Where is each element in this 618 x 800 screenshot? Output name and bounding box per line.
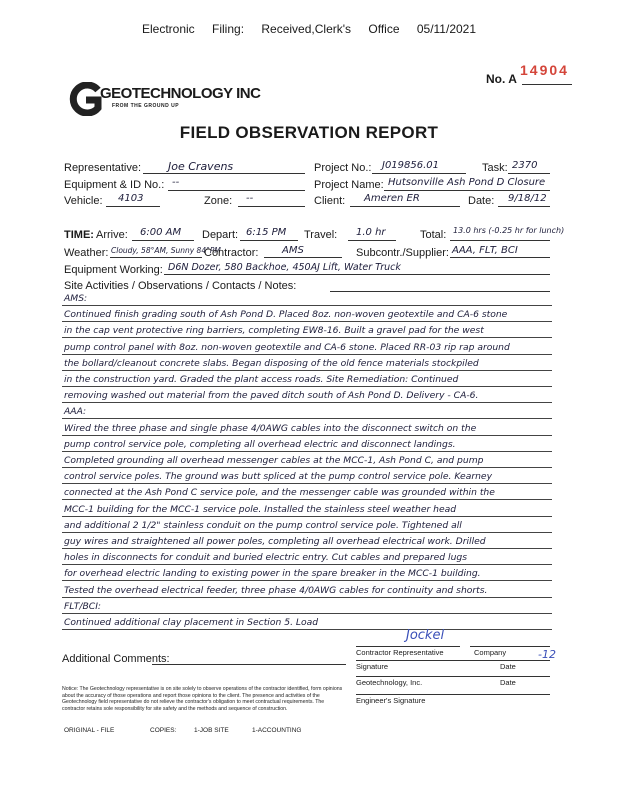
notes-rule: [62, 580, 552, 581]
notes-line-text: MCC-1 building for the MCC-1 service pole. Installed the stainless steel weather head: [64, 503, 457, 515]
stamp-word: 05/11/2021: [416, 22, 477, 36]
signature-date-label: Date: [500, 662, 516, 671]
logo-tagline: FROM THE GROUND UP: [112, 103, 180, 109]
distribution-accounting: 1-ACCOUNTING: [252, 727, 302, 734]
notes-line-text: Tested the overhead electrical feeder, three phase 4/0AWG cables for continuity and shorts.: [64, 584, 488, 596]
notes-rule: [62, 402, 552, 403]
vehicle-value: 4103: [118, 193, 144, 204]
notes-line-text: in the construction yard. Graded the plant access roads. Site Remediation: Continued: [64, 374, 459, 385]
geotech-label: Geotechnology, Inc.: [356, 678, 423, 687]
subcontr-value: AAA, FLT, BCI: [452, 245, 518, 256]
geotech-date-label: Date: [500, 678, 516, 687]
notes-line-text: control service poles. The ground was butt spliced at the pump control service pole. Kearney: [64, 471, 493, 483]
notes-line-text: guy wires and straightened all power poles, completing all overhead electrical work. Drilled: [64, 536, 486, 547]
notice-text: Notice: The Geotechnology representative is on site solely to observe operations of the contractor identified, form opinions about the accuracy of those operations and report those opinions to the client. The presence and activities of the Geotechnology field representative do not relieve the contractor's obligation to meet contractual requirements. The contractor retains sole responsibility for site safety and the methods and sequence of construction.: [62, 686, 343, 712]
notes-rule: [62, 597, 552, 598]
arrive-value: 6:00 AM: [140, 227, 182, 238]
equipment-label: Equipment & ID No.:: [64, 179, 165, 191]
representative-value: Joe Cravens: [168, 160, 234, 173]
notes-rule: [62, 499, 552, 500]
notes-line-text: holes in disconnects for conduit and buried electric entry. Cut cables and prepared lugs: [64, 552, 468, 564]
distribution-copies: COPIES:: [150, 727, 177, 734]
depart-value: 6:15 PM: [246, 227, 287, 238]
notes-line-text: and additional 2 1/2" stainless conduit on the pump control service pole. Tightened all: [64, 519, 462, 531]
notes-line-text: Continued finish grading south of Ash Pond D. Placed 8oz. non-woven geotextile and CA-6 stone: [64, 309, 508, 321]
travel-label: Travel:: [304, 229, 338, 241]
notes-line-text: AAA:: [64, 406, 87, 418]
distribution-original: ORIGINAL - FILE: [64, 727, 115, 734]
project-no-value: J019856.01: [382, 160, 440, 171]
notes-line-text: connected at the Ash Pond C service pole, and the messenger cable was grounded within the: [64, 487, 495, 499]
notes-rule: [62, 613, 552, 614]
notes-rule: [62, 418, 552, 419]
project-no-label: Project No.:: [314, 162, 372, 174]
task-value: 2370: [512, 160, 538, 171]
logo-g-icon: [64, 82, 104, 116]
zone-label: Zone:: [204, 195, 233, 207]
notes-rule: [62, 451, 552, 452]
distribution-job-site: 1-JOB SITE: [194, 727, 229, 734]
notes-rule: [62, 337, 552, 338]
notes-rule: [62, 370, 552, 371]
subcontr-label: Subcontr./Supplier:: [356, 247, 449, 259]
notes-rule: [62, 354, 552, 355]
notes-line-text: the bollard/cleanout concrete slabs. Began disposing of the old fence materials stockpiled: [64, 357, 479, 369]
notes-line-text: in the cap vent protective ring barriers, completing EW8-16. Built a gravel pad for the west: [64, 325, 484, 337]
client-value: Ameren ER: [364, 193, 420, 204]
equipment-working-value: D6N Dozer, 580 Backhoe, 450AJ Lift, Water Truck: [168, 262, 401, 273]
notes-line-text: Completed grounding all overhead messenger cables at the MCC-1, Ash Pond C, and pump: [64, 455, 484, 466]
zone-value: --: [246, 193, 254, 204]
notes-line-text: AMS:: [64, 293, 88, 304]
notes-label: Site Activities / Observations / Contacts / Notes:: [64, 280, 297, 292]
logo-name: GEOTECHNOLOGY INC: [100, 85, 261, 102]
vehicle-label: Vehicle:: [64, 195, 103, 207]
notes-line-text: pump control panel with 8oz. non-woven geotextile and CA-6 stone. Placed RR-03 rip rap around: [64, 341, 510, 353]
notes-rule: [62, 532, 552, 533]
project-name-label: Project Name:: [314, 179, 384, 191]
signature-date-value: -12: [538, 648, 556, 661]
notes-rule: [62, 321, 552, 322]
notes-rule: [62, 435, 552, 436]
date-value: 9/18/12: [508, 193, 547, 204]
contractor-value: AMS: [282, 245, 304, 256]
notes-line-text: pump control service pole, completing all overhead electric and disconnect landings.: [64, 438, 456, 450]
report-number-value: 14904: [520, 62, 569, 78]
notes-rule: [62, 548, 552, 549]
stamp-word: Electronic: [141, 22, 195, 36]
stamp-word: Office: [368, 22, 400, 36]
task-label: Task:: [482, 162, 508, 174]
additional-comments-label: Additional Comments:: [62, 653, 170, 665]
notes-line-text: removing washed out material from the paved ditch south of Ash Pond D. Delivery - CA-6.: [64, 390, 479, 402]
notes-rule: [62, 386, 552, 387]
date-label: Date:: [468, 195, 495, 207]
notes-rule: [62, 305, 552, 306]
stamp-word: Received,Clerk's: [261, 22, 352, 36]
representative-label: Representative:: [64, 162, 142, 174]
notes-line-text: FLT/BCI:: [64, 600, 102, 612]
notes-rule: [62, 516, 552, 517]
total-label: Total:: [420, 229, 447, 241]
equipment-working-label: Equipment Working:: [64, 264, 163, 276]
notes-rule: [62, 629, 552, 630]
signature-label: Signature: [356, 662, 389, 671]
electronic-filing-stamp: [0, 22, 618, 36]
weather-label: Weather:: [64, 247, 109, 259]
contractor-rep-label: Contractor Representative: [356, 648, 444, 657]
total-value: 13.0 hrs (-0.25 hr for lunch): [453, 226, 565, 235]
company-label: Company: [474, 648, 507, 657]
travel-value: 1.0 hr: [356, 227, 386, 238]
equipment-value: --: [172, 177, 180, 188]
notes-line-text: Continued additional clay placement in Section 5. Load: [64, 617, 319, 628]
report-number-label: No. A: [486, 72, 517, 86]
page-title: FIELD OBSERVATION REPORT: [179, 123, 439, 142]
company-logo: [64, 82, 104, 121]
notes-rule: [62, 564, 552, 565]
depart-label: Depart:: [202, 229, 239, 241]
notes-line-text: Wired the three phase and single phase 4/0AWG cables into the disconnect switch on the: [64, 422, 477, 434]
notes-rule: [62, 467, 552, 468]
project-name-value: Hutsonville Ash Pond D Closure: [388, 177, 546, 188]
time-label: TIME:: [64, 229, 94, 241]
contractor-label: Contractor:: [204, 247, 259, 259]
weather-value: Cloudy, 58°AM, Sunny 84°PM: [111, 246, 221, 255]
notes-rule: [62, 483, 552, 484]
notes-line-text: for overhead electric landing to existing power in the spare breaker in the MCC-1 building.: [64, 568, 481, 580]
stamp-word: Filing:: [212, 22, 245, 36]
arrive-label: Arrive:: [96, 229, 128, 241]
contractor-signature: Jockel: [406, 628, 445, 643]
engineer-signature-label: Engineer's Signature: [356, 696, 426, 705]
client-label: Client:: [314, 195, 346, 207]
